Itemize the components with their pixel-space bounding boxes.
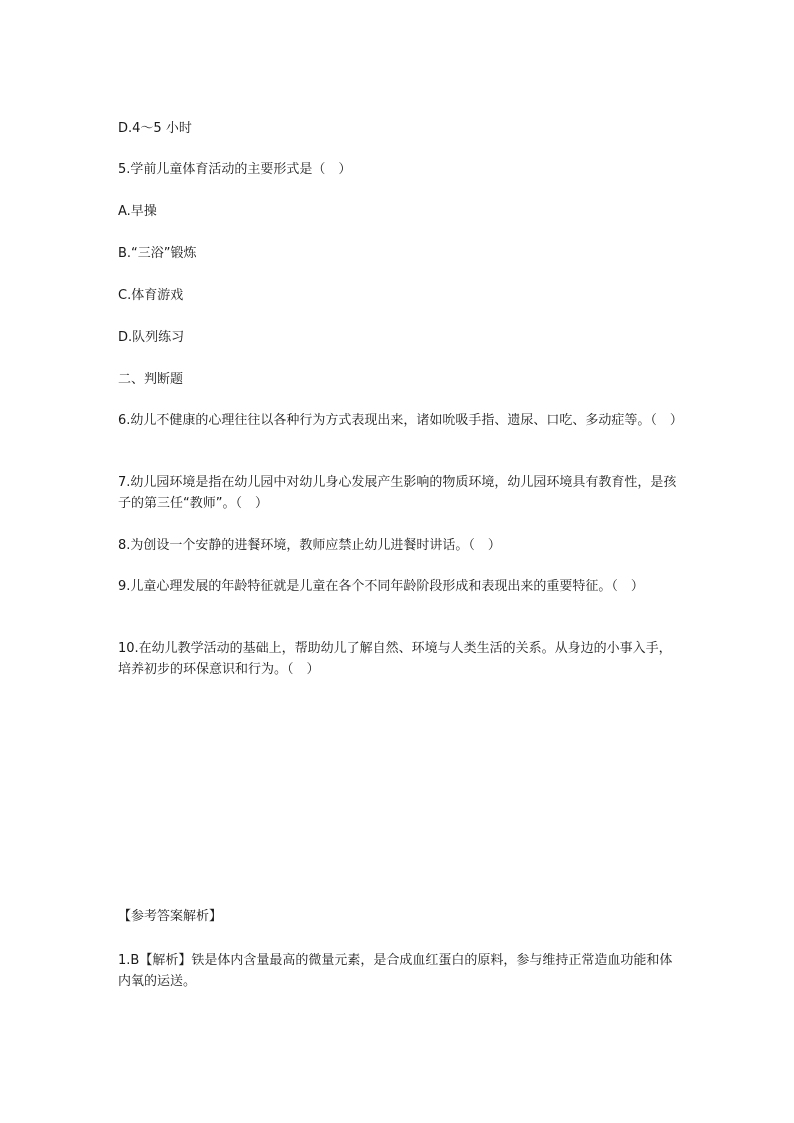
answer-item-1: 1.B【解析】铁是体内含量最高的微量元素，是合成血红蛋白的原料，参与维持正常造血功能和体内氧的运送。 [118,953,673,989]
section-title: 二、判断题 [118,372,184,387]
judgment-item-8: 8.为创设一个安静的进餐环境，教师应禁止幼儿进餐时讲话。（ ） [118,538,501,553]
q5-option-b: B.“三浴”锻炼 [118,246,197,261]
judgment-item-9: 9.儿童心理发展的年龄特征就是儿童在各个不同年龄阶段形成和表现出来的重要特征。（ ） [118,579,644,594]
answers-title: 【参考答案解析】 [118,909,223,924]
q5-stem: 5.学前儿童体育活动的主要形式是（ ） [118,162,352,177]
q4-option-d: D.4～5 小时 [118,121,192,136]
judgment-item-6: 6.幼儿不健康的心理往往以各种行为方式表现出来，诸如吮吸手指、遗尿、口吃、多动症等。（ ） [118,413,683,428]
q5-option-a: A.早操 [118,204,157,219]
judgment-item-10: 10.在幼儿教学活动的基础上，帮助幼儿了解自然、环境与人类生活的关系。从身边的小事入手，培养初步的环保意识和行为。（ ） [118,641,672,677]
q5-option-c: C.体育游戏 [118,288,184,303]
q5-option-d: D.队列练习 [118,330,185,345]
judgment-item-7: 7.幼儿园环境是指在幼儿园中对幼儿身心发展产生影响的物质环境，幼儿园环境具有教育性，是孩子的第三任“教师”。（ ） [118,475,677,511]
